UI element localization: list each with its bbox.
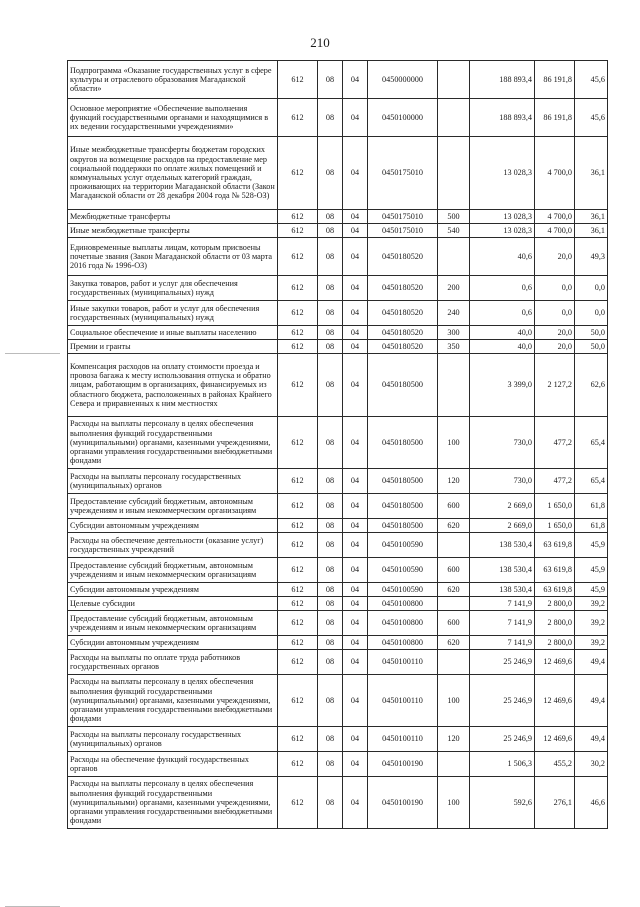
cell-planned-amount: 13 028,3 bbox=[470, 224, 535, 238]
cell-subsection: 04 bbox=[343, 558, 368, 583]
cell-execution-percent: 49,3 bbox=[575, 238, 608, 276]
cell-name: Подпрограмма «Оказание государственных услуг в сфере культуры и отраслевого образования Магаданской области» bbox=[68, 61, 278, 99]
cell-target-article: 0450100110 bbox=[368, 650, 438, 675]
cell-admin-code: 612 bbox=[278, 558, 318, 583]
cell-planned-amount: 730,0 bbox=[470, 417, 535, 469]
cell-section: 08 bbox=[318, 238, 343, 276]
cell-section: 08 bbox=[318, 675, 343, 727]
cell-name: Расходы на выплаты персоналу в целях обеспечения выполнения функций государственными (муниципальными) органами, казенными учреждениями, органами управления государственными внебюджетными фондами bbox=[68, 777, 278, 829]
cell-actual-amount: 4 700,0 bbox=[535, 224, 575, 238]
cell-admin-code: 612 bbox=[278, 583, 318, 597]
cell-actual-amount: 2 800,0 bbox=[535, 611, 575, 636]
table-row bbox=[68, 301, 608, 326]
cell-target-article: 0450100590 bbox=[368, 583, 438, 597]
cell-section: 08 bbox=[318, 340, 343, 354]
cell-section: 08 bbox=[318, 777, 343, 829]
cell-actual-amount: 63 619,8 bbox=[535, 558, 575, 583]
cell-planned-amount: 188 893,4 bbox=[470, 99, 535, 137]
cell-name: Предоставление субсидий бюджетным, автономным учреждениям и иным некоммерческим организациям bbox=[68, 558, 278, 583]
cell-section: 08 bbox=[318, 636, 343, 650]
cell-name: Иные межбюджетные трансферты бюджетам городских округов на возмещение расходов на предоставление мер социальной поддержки по оплате жилых помещений и коммунальных услуг отдельных категорий граждан, проживающих на территории Магаданской области (Закон Магаданской области от 28 декабря 2004 года № 528-ОЗ) bbox=[68, 137, 278, 210]
cell-execution-percent: 0,0 bbox=[575, 301, 608, 326]
cell-execution-percent: 45,9 bbox=[575, 558, 608, 583]
cell-expense-type: 600 bbox=[438, 558, 470, 583]
cell-planned-amount: 13 028,3 bbox=[470, 210, 535, 224]
cell-planned-amount: 40,0 bbox=[470, 340, 535, 354]
cell-section: 08 bbox=[318, 558, 343, 583]
cell-section: 08 bbox=[318, 650, 343, 675]
cell-planned-amount: 25 246,9 bbox=[470, 650, 535, 675]
cell-execution-percent: 36,1 bbox=[575, 210, 608, 224]
cell-name: Иные межбюджетные трансферты bbox=[68, 224, 278, 238]
cell-target-article: 0450180500 bbox=[368, 469, 438, 494]
cell-admin-code: 612 bbox=[278, 326, 318, 340]
cell-expense-type: 620 bbox=[438, 636, 470, 650]
cell-subsection: 04 bbox=[343, 276, 368, 301]
cell-actual-amount: 477,2 bbox=[535, 417, 575, 469]
table-row bbox=[68, 636, 608, 650]
table-row bbox=[68, 61, 608, 99]
cell-section: 08 bbox=[318, 326, 343, 340]
cell-expense-type bbox=[438, 752, 470, 777]
table-row bbox=[68, 533, 608, 558]
cell-name: Иные закупки товаров, работ и услуг для обеспечения государственных (муниципальных) нужд bbox=[68, 301, 278, 326]
cell-target-article: 0450100590 bbox=[368, 558, 438, 583]
cell-expense-type bbox=[438, 354, 470, 417]
table-row bbox=[68, 340, 608, 354]
cell-planned-amount: 40,6 bbox=[470, 238, 535, 276]
cell-subsection: 04 bbox=[343, 636, 368, 650]
cell-execution-percent: 61,8 bbox=[575, 519, 608, 533]
cell-target-article: 0450180520 bbox=[368, 326, 438, 340]
cell-subsection: 04 bbox=[343, 326, 368, 340]
cell-target-article: 0450180500 bbox=[368, 354, 438, 417]
cell-execution-percent: 45,6 bbox=[575, 99, 608, 137]
cell-actual-amount: 86 191,8 bbox=[535, 99, 575, 137]
table-row bbox=[68, 583, 608, 597]
cell-subsection: 04 bbox=[343, 469, 368, 494]
cell-expense-type bbox=[438, 650, 470, 675]
cell-actual-amount: 477,2 bbox=[535, 469, 575, 494]
cell-subsection: 04 bbox=[343, 650, 368, 675]
cell-subsection: 04 bbox=[343, 583, 368, 597]
cell-planned-amount: 7 141,9 bbox=[470, 636, 535, 650]
cell-target-article: 0450000000 bbox=[368, 61, 438, 99]
cell-section: 08 bbox=[318, 99, 343, 137]
table-row bbox=[68, 675, 608, 727]
cell-actual-amount: 20,0 bbox=[535, 340, 575, 354]
cell-actual-amount: 63 619,8 bbox=[535, 583, 575, 597]
cell-subsection: 04 bbox=[343, 777, 368, 829]
cell-target-article: 0450175010 bbox=[368, 137, 438, 210]
cell-subsection: 04 bbox=[343, 727, 368, 752]
cell-planned-amount: 1 506,3 bbox=[470, 752, 535, 777]
cell-expense-type: 100 bbox=[438, 417, 470, 469]
cell-actual-amount: 2 127,2 bbox=[535, 354, 575, 417]
cell-expense-type bbox=[438, 238, 470, 276]
cell-admin-code: 612 bbox=[278, 597, 318, 611]
budget-table bbox=[67, 60, 608, 829]
cell-planned-amount: 138 530,4 bbox=[470, 533, 535, 558]
cell-execution-percent: 65,4 bbox=[575, 469, 608, 494]
cell-expense-type: 240 bbox=[438, 301, 470, 326]
cell-actual-amount: 2 800,0 bbox=[535, 597, 575, 611]
cell-name: Компенсация расходов на оплату стоимости проезда и провоза багажа к месту использования отпуска и обратно лицам, работающим в организациях, финансируемых из областного бюджета, расположенных в районах Крайнего Севера и приравненных к ним местностях bbox=[68, 354, 278, 417]
table-row bbox=[68, 611, 608, 636]
cell-actual-amount: 455,2 bbox=[535, 752, 575, 777]
table-row bbox=[68, 137, 608, 210]
cell-execution-percent: 50,0 bbox=[575, 326, 608, 340]
cell-target-article: 0450180520 bbox=[368, 301, 438, 326]
cell-expense-type: 600 bbox=[438, 611, 470, 636]
cell-name: Расходы на выплаты персоналу государственных (муниципальных) органов bbox=[68, 727, 278, 752]
cell-name: Единовременные выплаты лицам, которым присвоены почетные звания (Закон Магаданской области от 03 марта 2016 года № 1996-ОЗ) bbox=[68, 238, 278, 276]
cell-target-article: 0450100190 bbox=[368, 752, 438, 777]
cell-expense-type: 620 bbox=[438, 583, 470, 597]
cell-actual-amount: 12 469,6 bbox=[535, 675, 575, 727]
cell-execution-percent: 62,6 bbox=[575, 354, 608, 417]
table-row bbox=[68, 99, 608, 137]
cell-admin-code: 612 bbox=[278, 61, 318, 99]
cell-planned-amount: 592,6 bbox=[470, 777, 535, 829]
cell-subsection: 04 bbox=[343, 301, 368, 326]
cell-actual-amount: 1 650,0 bbox=[535, 519, 575, 533]
cell-target-article: 0450100110 bbox=[368, 727, 438, 752]
cell-admin-code: 612 bbox=[278, 354, 318, 417]
cell-name: Закупка товаров, работ и услуг для обеспечения государственных (муниципальных) нужд bbox=[68, 276, 278, 301]
cell-target-article: 0450175010 bbox=[368, 210, 438, 224]
cell-admin-code: 612 bbox=[278, 224, 318, 238]
table-body bbox=[68, 61, 608, 829]
cell-planned-amount: 25 246,9 bbox=[470, 727, 535, 752]
cell-section: 08 bbox=[318, 224, 343, 238]
cell-target-article: 0450180500 bbox=[368, 519, 438, 533]
cell-subsection: 04 bbox=[343, 675, 368, 727]
cell-section: 08 bbox=[318, 533, 343, 558]
cell-name: Основное мероприятие «Обеспечение выполнения функций государственными органами и находящимися в их ведении государственными учреждениями» bbox=[68, 99, 278, 137]
cell-name: Расходы на обеспечение деятельности (оказание услуг) государственных учреждений bbox=[68, 533, 278, 558]
cell-actual-amount: 0,0 bbox=[535, 276, 575, 301]
table-row bbox=[68, 354, 608, 417]
cell-subsection: 04 bbox=[343, 238, 368, 276]
table-row bbox=[68, 777, 608, 829]
cell-admin-code: 612 bbox=[278, 752, 318, 777]
cell-subsection: 04 bbox=[343, 752, 368, 777]
cell-name: Субсидии автономным учреждениям bbox=[68, 636, 278, 650]
cell-name: Расходы на обеспечение функций государственных органов bbox=[68, 752, 278, 777]
cell-subsection: 04 bbox=[343, 519, 368, 533]
cell-admin-code: 612 bbox=[278, 519, 318, 533]
cell-expense-type bbox=[438, 597, 470, 611]
cell-section: 08 bbox=[318, 611, 343, 636]
cell-target-article: 0450100110 bbox=[368, 675, 438, 727]
cell-subsection: 04 bbox=[343, 340, 368, 354]
table-row bbox=[68, 558, 608, 583]
cell-section: 08 bbox=[318, 519, 343, 533]
cell-planned-amount: 3 399,0 bbox=[470, 354, 535, 417]
cell-name: Предоставление субсидий бюджетным, автономным учреждениям и иным некоммерческим организациям bbox=[68, 494, 278, 519]
cell-admin-code: 612 bbox=[278, 137, 318, 210]
cell-admin-code: 612 bbox=[278, 533, 318, 558]
cell-planned-amount: 7 141,9 bbox=[470, 611, 535, 636]
cell-execution-percent: 0,0 bbox=[575, 276, 608, 301]
table-row bbox=[68, 210, 608, 224]
cell-name: Предоставление субсидий бюджетным, автономным учреждениям и иным некоммерческим организациям bbox=[68, 611, 278, 636]
table-row bbox=[68, 752, 608, 777]
cell-planned-amount: 0,6 bbox=[470, 301, 535, 326]
cell-actual-amount: 276,1 bbox=[535, 777, 575, 829]
table-row bbox=[68, 238, 608, 276]
cell-execution-percent: 45,9 bbox=[575, 583, 608, 597]
cell-subsection: 04 bbox=[343, 137, 368, 210]
cell-subsection: 04 bbox=[343, 494, 368, 519]
cell-execution-percent: 36,1 bbox=[575, 137, 608, 210]
cell-section: 08 bbox=[318, 210, 343, 224]
cell-planned-amount: 2 669,0 bbox=[470, 494, 535, 519]
cell-target-article: 0450180520 bbox=[368, 238, 438, 276]
cell-name: Целевые субсидии bbox=[68, 597, 278, 611]
cell-execution-percent: 39,2 bbox=[575, 636, 608, 650]
cell-expense-type: 620 bbox=[438, 519, 470, 533]
cell-planned-amount: 13 028,3 bbox=[470, 137, 535, 210]
cell-expense-type bbox=[438, 533, 470, 558]
cell-expense-type: 120 bbox=[438, 727, 470, 752]
table-row bbox=[68, 326, 608, 340]
cell-execution-percent: 65,4 bbox=[575, 417, 608, 469]
cell-execution-percent: 49,4 bbox=[575, 675, 608, 727]
cell-target-article: 0450180500 bbox=[368, 417, 438, 469]
cell-section: 08 bbox=[318, 469, 343, 494]
cell-admin-code: 612 bbox=[278, 777, 318, 829]
cell-execution-percent: 45,6 bbox=[575, 61, 608, 99]
table-row bbox=[68, 519, 608, 533]
cell-planned-amount: 138 530,4 bbox=[470, 558, 535, 583]
cell-name: Расходы на выплаты персоналу в целях обеспечения выполнения функций государственными (муниципальными) органами, казенными учреждениями, органами управления государственными внебюджетными фондами bbox=[68, 417, 278, 469]
cell-admin-code: 612 bbox=[278, 238, 318, 276]
cell-target-article: 0450180500 bbox=[368, 494, 438, 519]
cell-expense-type: 540 bbox=[438, 224, 470, 238]
table-row bbox=[68, 597, 608, 611]
cell-planned-amount: 25 246,9 bbox=[470, 675, 535, 727]
cell-admin-code: 612 bbox=[278, 650, 318, 675]
cell-subsection: 04 bbox=[343, 224, 368, 238]
cell-execution-percent: 49,4 bbox=[575, 727, 608, 752]
table-row bbox=[68, 276, 608, 301]
cell-name: Расходы на выплаты персоналу государственных (муниципальных) органов bbox=[68, 469, 278, 494]
cell-section: 08 bbox=[318, 301, 343, 326]
scan-artifact-line bbox=[5, 353, 60, 354]
cell-admin-code: 612 bbox=[278, 636, 318, 650]
cell-expense-type: 300 bbox=[438, 326, 470, 340]
cell-admin-code: 612 bbox=[278, 210, 318, 224]
cell-expense-type: 120 bbox=[438, 469, 470, 494]
cell-target-article: 0450100800 bbox=[368, 597, 438, 611]
cell-target-article: 0450100800 bbox=[368, 636, 438, 650]
cell-section: 08 bbox=[318, 354, 343, 417]
table-row bbox=[68, 494, 608, 519]
cell-subsection: 04 bbox=[343, 210, 368, 224]
cell-actual-amount: 0,0 bbox=[535, 301, 575, 326]
cell-actual-amount: 1 650,0 bbox=[535, 494, 575, 519]
cell-admin-code: 612 bbox=[278, 727, 318, 752]
cell-actual-amount: 20,0 bbox=[535, 326, 575, 340]
cell-subsection: 04 bbox=[343, 417, 368, 469]
cell-admin-code: 612 bbox=[278, 675, 318, 727]
cell-target-article: 0450100190 bbox=[368, 777, 438, 829]
cell-admin-code: 612 bbox=[278, 99, 318, 137]
cell-section: 08 bbox=[318, 417, 343, 469]
cell-expense-type bbox=[438, 61, 470, 99]
cell-execution-percent: 46,6 bbox=[575, 777, 608, 829]
cell-expense-type: 600 bbox=[438, 494, 470, 519]
cell-subsection: 04 bbox=[343, 611, 368, 636]
table-row bbox=[68, 727, 608, 752]
cell-admin-code: 612 bbox=[278, 494, 318, 519]
cell-name: Премии и гранты bbox=[68, 340, 278, 354]
cell-actual-amount: 2 800,0 bbox=[535, 636, 575, 650]
page-number: 210 bbox=[310, 35, 330, 50]
cell-planned-amount: 0,6 bbox=[470, 276, 535, 301]
cell-actual-amount: 4 700,0 bbox=[535, 137, 575, 210]
cell-section: 08 bbox=[318, 583, 343, 597]
cell-admin-code: 612 bbox=[278, 611, 318, 636]
cell-name: Субсидии автономным учреждениям bbox=[68, 519, 278, 533]
cell-actual-amount: 12 469,6 bbox=[535, 650, 575, 675]
cell-admin-code: 612 bbox=[278, 340, 318, 354]
cell-target-article: 0450100800 bbox=[368, 611, 438, 636]
cell-actual-amount: 20,0 bbox=[535, 238, 575, 276]
cell-expense-type: 100 bbox=[438, 675, 470, 727]
cell-section: 08 bbox=[318, 61, 343, 99]
cell-subsection: 04 bbox=[343, 354, 368, 417]
cell-actual-amount: 4 700,0 bbox=[535, 210, 575, 224]
cell-admin-code: 612 bbox=[278, 417, 318, 469]
cell-section: 08 bbox=[318, 727, 343, 752]
cell-execution-percent: 45,9 bbox=[575, 533, 608, 558]
cell-section: 08 bbox=[318, 494, 343, 519]
table-row bbox=[68, 469, 608, 494]
cell-expense-type bbox=[438, 137, 470, 210]
cell-subsection: 04 bbox=[343, 597, 368, 611]
cell-name: Субсидии автономным учреждениям bbox=[68, 583, 278, 597]
cell-execution-percent: 36,1 bbox=[575, 224, 608, 238]
table-row bbox=[68, 650, 608, 675]
cell-subsection: 04 bbox=[343, 61, 368, 99]
cell-expense-type: 200 bbox=[438, 276, 470, 301]
cell-planned-amount: 2 669,0 bbox=[470, 519, 535, 533]
cell-target-article: 0450175010 bbox=[368, 224, 438, 238]
cell-actual-amount: 12 469,6 bbox=[535, 727, 575, 752]
cell-name: Расходы на выплаты по оплате труда работников государственных органов bbox=[68, 650, 278, 675]
cell-execution-percent: 30,2 bbox=[575, 752, 608, 777]
table-row bbox=[68, 224, 608, 238]
cell-section: 08 bbox=[318, 597, 343, 611]
cell-planned-amount: 138 530,4 bbox=[470, 583, 535, 597]
table-row bbox=[68, 417, 608, 469]
cell-expense-type: 500 bbox=[438, 210, 470, 224]
cell-subsection: 04 bbox=[343, 99, 368, 137]
cell-admin-code: 612 bbox=[278, 276, 318, 301]
cell-execution-percent: 61,8 bbox=[575, 494, 608, 519]
cell-expense-type: 100 bbox=[438, 777, 470, 829]
cell-target-article: 0450180520 bbox=[368, 340, 438, 354]
cell-planned-amount: 730,0 bbox=[470, 469, 535, 494]
cell-admin-code: 612 bbox=[278, 301, 318, 326]
cell-execution-percent: 49,4 bbox=[575, 650, 608, 675]
cell-section: 08 bbox=[318, 752, 343, 777]
cell-target-article: 0450180520 bbox=[368, 276, 438, 301]
cell-name: Расходы на выплаты персоналу в целях обеспечения выполнения функций государственными (муниципальными) органами, казенными учреждениями, органами управления государственными внебюджетными фондами bbox=[68, 675, 278, 727]
cell-subsection: 04 bbox=[343, 533, 368, 558]
cell-section: 08 bbox=[318, 137, 343, 210]
cell-planned-amount: 188 893,4 bbox=[470, 61, 535, 99]
cell-section: 08 bbox=[318, 276, 343, 301]
cell-expense-type bbox=[438, 99, 470, 137]
cell-planned-amount: 40,0 bbox=[470, 326, 535, 340]
cell-execution-percent: 39,2 bbox=[575, 597, 608, 611]
cell-target-article: 0450100590 bbox=[368, 533, 438, 558]
cell-name: Межбюджетные трансферты bbox=[68, 210, 278, 224]
cell-actual-amount: 63 619,8 bbox=[535, 533, 575, 558]
cell-execution-percent: 39,2 bbox=[575, 611, 608, 636]
cell-execution-percent: 50,0 bbox=[575, 340, 608, 354]
cell-actual-amount: 86 191,8 bbox=[535, 61, 575, 99]
cell-expense-type: 350 bbox=[438, 340, 470, 354]
cell-name: Социальное обеспечение и иные выплаты населению bbox=[68, 326, 278, 340]
cell-target-article: 0450100000 bbox=[368, 99, 438, 137]
cell-planned-amount: 7 141,9 bbox=[470, 597, 535, 611]
cell-admin-code: 612 bbox=[278, 469, 318, 494]
